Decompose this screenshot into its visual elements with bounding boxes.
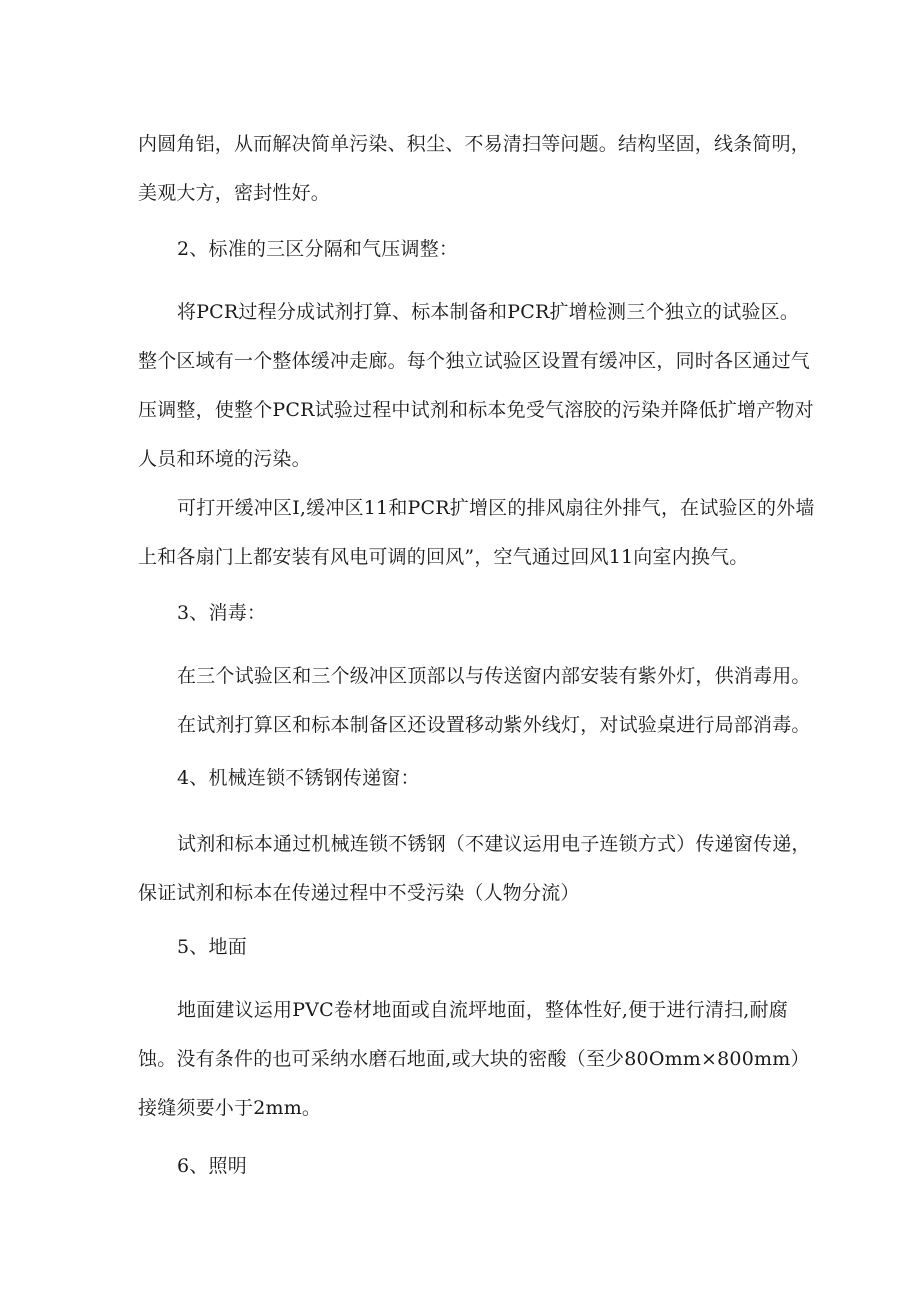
paragraph-line: 将PCR过程分成试剂打算、标本制备和PCR扩增检测三个独立的试验区。: [177, 301, 800, 323]
paragraph-line: 蚀。没有条件的也可采纳水磨石地面,或大块的密酸（至少80Omm×800mm）: [138, 1048, 810, 1070]
section-heading: 3、消毒：: [177, 602, 267, 624]
paragraph-line: 在三个试验区和三个级冲区顶部以与传送窗内部安装有紫外灯，供消毒用。: [177, 665, 811, 687]
paragraph-line: 接缝须要小于2mm。: [138, 1097, 322, 1119]
paragraph-line: 在试剂打算区和标本制备区还设置移动紫外线灯，对试验桌进行局部消毒。: [177, 714, 811, 736]
paragraph-line: 可打开缓冲区I,缓冲区11和PCR扩增区的排风扇往外排气，在试验区的外墙: [177, 497, 815, 519]
section-heading: 4、机械连锁不锈钢传递窗：: [177, 767, 420, 789]
paragraph-line: 整个区域有一个整体缓冲走廊。每个独立试验区设置有缓冲区，同时各区通过气: [138, 350, 811, 372]
section-heading: 5、地面: [177, 936, 247, 958]
paragraph-line: 地面建议运用PVC卷材地面或自流坪地面，整体性好,便于进行清扫,耐腐: [177, 999, 788, 1021]
section-heading: 2、标准的三区分隔和气压调整：: [177, 238, 459, 260]
paragraph-line: 美观大方，密封性好。: [138, 182, 331, 204]
section-heading: 6、照明: [177, 1155, 247, 1177]
paragraph-line: 压调整，使整个PCR试验过程中试剂和标本免受气溶胶的污染并降低扩增产物对: [138, 399, 814, 421]
paragraph-line: 上和各扇门上都安装有风电可调的回风”，空气通过回风11向室内换气。: [138, 546, 749, 568]
paragraph-line: 保证试剂和标本在传递过程中不受污染（人物分流）: [138, 882, 580, 904]
paragraph-line: 人员和环境的污染。: [138, 448, 311, 470]
paragraph-line: 内圆角铝，从而解决简单污染、积尘、不易清扫等问题。结构坚固，线条简明，: [138, 133, 811, 155]
paragraph-line: 试剂和标本通过机械连锁不锈钢（不建议运用电子连锁方式）传递窗传递，: [177, 833, 811, 855]
